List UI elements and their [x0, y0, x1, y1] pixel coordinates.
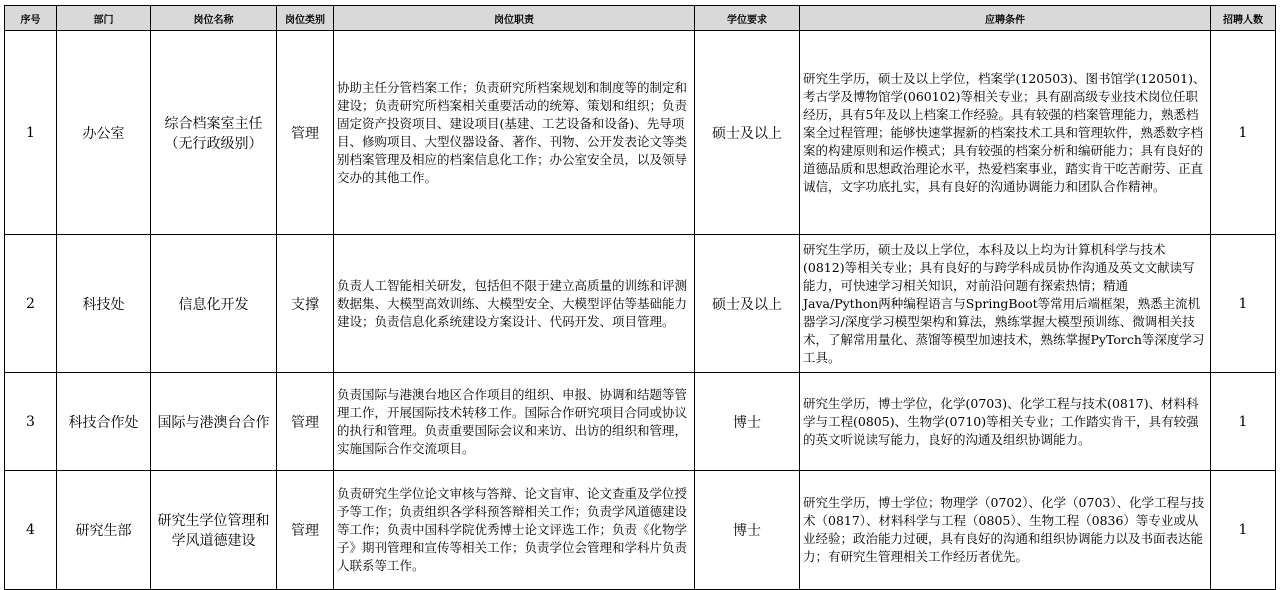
- cell-dept: 科技合作处: [57, 373, 151, 471]
- cell-seq: 1: [5, 31, 57, 235]
- cell-title: 信息化开发: [151, 235, 277, 373]
- header-row: [5, 6, 1276, 31]
- cell-seq: 3: [5, 373, 57, 471]
- cell-dept: 办公室: [57, 31, 151, 235]
- cell-dept: 科技处: [57, 235, 151, 373]
- cell-degree: 博士: [695, 471, 800, 590]
- table-row: [5, 235, 1276, 373]
- cell-title: 研究生学位管理和学风道德建设: [151, 471, 277, 590]
- cell-requirements: 研究生学历，硕士及以上学位，档案学(120503)、图书馆学(120501)、考古学及博物馆学(060102)等相关专业；具有副高级专业技术岗位任职经历，具有5年及以上档案工作经验。具有较强的档案管理能力，熟悉档案全过程管理；能够快速掌握新的档案技术工具和管理软件，熟悉数字档案的构建原则和运作模式；具有较强的档案分析和编研能力；具有良好的道德品质和思想政治理论水平，热爱档案事业，踏实肯干吃苦耐劳、正直诚信，文字功底扎实，具有良好的沟通协调能力和团队合作精神。: [800, 31, 1211, 235]
- cell-category: 管理: [277, 471, 334, 590]
- cell-category: 管理: [277, 31, 334, 235]
- cell-degree: 硕士及以上: [695, 31, 800, 235]
- cell-requirements: 研究生学历，博士学位；物理学（0702）、化学（0703）、化学工程与技术（0817）、材料科学与工程（0805）、生物工程（0836）等专业或从业经验；政治能力过硬，具有良好的沟通和组织协调能力以及书面表达能力；有研究生管理相关工作经历者优先。: [800, 471, 1211, 590]
- header-category: 岗位类别: [277, 6, 334, 31]
- table-row: [5, 471, 1276, 590]
- cell-seq: 2: [5, 235, 57, 373]
- recruitment-table: [4, 5, 1276, 590]
- table-row: [5, 373, 1276, 471]
- header-count: 招聘人数: [1211, 6, 1276, 31]
- cell-count: 1: [1211, 31, 1276, 235]
- header-title: 岗位名称: [151, 6, 277, 31]
- cell-count: 1: [1211, 235, 1276, 373]
- header-duties: 岗位职责: [334, 6, 695, 31]
- cell-seq: 4: [5, 471, 57, 590]
- cell-category: 管理: [277, 373, 334, 471]
- cell-duties: 负责研究生学位论文审核与答辩、论文盲审、论文查重及学位授予等工作；负责组织各学科预答辩相关工作；负责学风道德建设等工作；负责中国科学院优秀博士论文评选工作；负责《化物学子》期刊管理和宣传等相关工作；负责学位会管理和学科片负责人联系等工作。: [334, 471, 695, 590]
- cell-title: 国际与港澳台合作: [151, 373, 277, 471]
- header-degree: 学位要求: [695, 6, 800, 31]
- cell-degree: 硕士及以上: [695, 235, 800, 373]
- cell-dept: 研究生部: [57, 471, 151, 590]
- cell-requirements: 研究生学历，博士学位，化学(0703)、化学工程与技术(0817)、材料科学与工程(0805)、生物学(0710)等相关专业；工作踏实肯干，具有较强的英文听说读写能力，良好的沟通及组织协调能力。: [800, 373, 1211, 471]
- header-requirements: 应聘条件: [800, 6, 1211, 31]
- header-dept: 部门: [57, 6, 151, 31]
- cell-duties: 协助主任分管档案工作；负责研究所档案规划和制度等的制定和建设；负责研究所档案相关重要活动的统筹、策划和组织；负责固定资产投资项目、建设项目(基建、工艺设备和设备)、先导项目、修购项目、大型仪器设备、著作、刊物、公开发表论文等类别档案管理及相应的档案信息化工作；办公室安全员，以及领导交办的其他工作。: [334, 31, 695, 235]
- header-seq: 序号: [5, 6, 57, 31]
- cell-requirements: 研究生学历，硕士及以上学位，本科及以上均为计算机科学与技术(0812)等相关专业；具有良好的与跨学科成员协作沟通及英文文献读写能力，可快速学习相关知识，对前沿问题有探索热情；精通 Java/Python两种编程语言与SpringBoot等常用后端框架，熟悉主流机器学习/深度学习模型架构和算法，熟练掌握大模型预训练、微调相关技术，了解常用量化、蒸馏等模型加速技术，熟练掌握PyTorch等深度学习工具。: [800, 235, 1211, 373]
- cell-count: 1: [1211, 373, 1276, 471]
- cell-duties: 负责人工智能相关研发，包括但不限于建立高质量的训练和评测数据集、大模型高效训练、大模型安全、大模型评估等基础能力建设；负责信息化系统建设方案设计、代码开发、项目管理。: [334, 235, 695, 373]
- cell-duties: 负责国际与港澳台地区合作项目的组织、申报、协调和结题等管理工作，开展国际技术转移工作。国际合作研究项目合同或协议的执行和管理。负责重要国际会议和来访、出访的组织和管理，实施国际合作交流项目。: [334, 373, 695, 471]
- cell-count: 1: [1211, 471, 1276, 590]
- cell-degree: 博士: [695, 373, 800, 471]
- cell-title: 综合档案室主任（无行政级别）: [151, 31, 277, 235]
- table-row: [5, 31, 1276, 235]
- cell-category: 支撑: [277, 235, 334, 373]
